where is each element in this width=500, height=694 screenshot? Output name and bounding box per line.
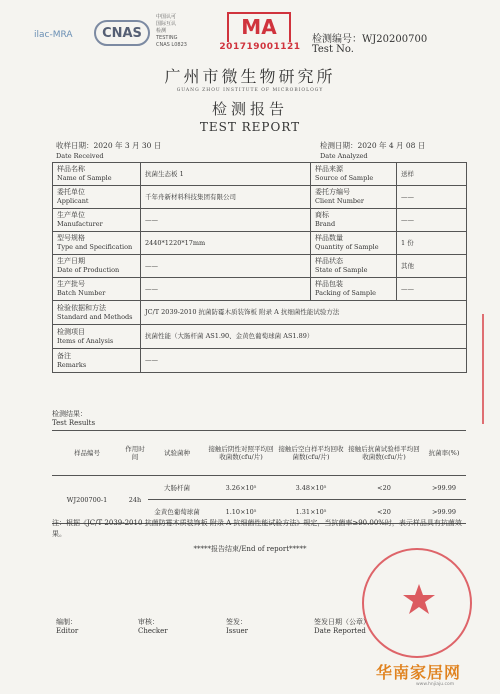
institute-name: 广州市微生物研究所 GUANG ZHOU INSTITUTE OF MICROBIOLOGY: [164, 67, 336, 93]
label-cell: 生产日期 Date of Production: [53, 255, 141, 278]
editor-signature: 编制： Editor: [56, 618, 79, 635]
table-row: [53, 301, 467, 325]
label-cell: 型号规格 Type and Specification: [53, 232, 141, 255]
remarks-value: ——: [141, 349, 467, 373]
table-row: [53, 186, 467, 209]
label-cell: 样品包装 Packing of Sample: [311, 278, 397, 301]
sample-id-cell: WJ200700-1: [52, 476, 122, 524]
time-cell: 24h: [122, 476, 148, 524]
table-row: [53, 349, 467, 373]
negative-cell: 3.26×10⁵: [206, 476, 276, 500]
table-row: [53, 278, 467, 301]
side-seal: [482, 314, 500, 424]
table-row: [52, 476, 466, 500]
cnas-caption: 中国认可 国际互认 检测 TESTING CNAS L0823: [156, 14, 187, 48]
column-header: 试验菌种: [148, 431, 206, 476]
label-cell: 样品名称 Name of Sample: [53, 163, 141, 186]
packing-value: ——: [397, 278, 467, 301]
column-header: 作用时间: [122, 431, 148, 476]
test-cell: <20: [346, 476, 422, 500]
sample-name-value: 抗菌生态板 1: [141, 163, 311, 186]
negative-cell: 1.10×10⁵: [206, 500, 276, 524]
watermark-url: www.hnjiaju.com: [416, 682, 455, 687]
results-table: [52, 430, 466, 524]
column-header: 样品编号: [52, 431, 122, 476]
date-analyzed: 检测日期：2020 年 4 月 08 日 Date Analyzed: [320, 141, 426, 160]
table-row: [53, 255, 467, 278]
spec-value: 2440*1220*17mm: [141, 232, 311, 255]
seal-star-icon: [402, 582, 436, 616]
accreditation-logos: [34, 8, 304, 58]
cma-logo: [217, 12, 303, 58]
rate-cell: >99.99: [422, 500, 466, 524]
report-number: 检测编号：WJ20200700 Test No.: [312, 34, 428, 55]
column-header: 抗菌率(%): [422, 431, 466, 476]
blank-cell: 3.48×10⁵: [276, 476, 346, 500]
date-reported: 签发日期（公章） Date Reported: [314, 618, 370, 635]
standard-value: JC/T 2039-2010 抗菌防霉木质装饰板 附录 A 抗细菌性能试验方法: [141, 301, 467, 325]
label-cell: 检验依据和方法 Standard and Methods: [53, 301, 141, 325]
label-cell: 委托单位 Applicant: [53, 186, 141, 209]
test-cell: <20: [346, 500, 422, 524]
issuer-signature: 签发： Issuer: [226, 618, 248, 635]
state-value: 其他: [397, 255, 467, 278]
strain-cell: 金黄色葡萄球菌: [148, 500, 206, 524]
results-note: 注：根据《JC/T 2039-2010 抗菌防霉木质装饰板 附录 A 抗细菌性能试验方法》规定，当抗菌率≥90.00%时，表示样品具有抗菌效果。: [52, 519, 462, 538]
brand-value: ——: [397, 209, 467, 232]
table-row: [53, 325, 467, 349]
watermark-brand: 华南家居网: [376, 663, 462, 682]
table-row: [53, 163, 467, 186]
label-cell: 委托方编号 Client Number: [311, 186, 397, 209]
sample-info-table: [52, 162, 467, 373]
label-cell: 商标 Brand: [311, 209, 397, 232]
production-date-value: ——: [141, 255, 311, 278]
strain-cell: 大肠杆菌: [148, 476, 206, 500]
rate-cell: >99.99: [422, 476, 466, 500]
blank-cell: 1.31×10⁵: [276, 500, 346, 524]
label-cell: 样品状态 State of Sample: [311, 255, 397, 278]
label-cell: 生产单位 Manufacturer: [53, 209, 141, 232]
table-row: [53, 209, 467, 232]
column-header: 接触后空白样平均回收菌数(cfu/片): [276, 431, 346, 476]
cma-number: 201719001121: [219, 42, 301, 52]
cma-mark: MA: [227, 12, 291, 42]
manufacturer-value: ——: [141, 209, 311, 232]
column-header: 接触后阴性对照平均回收菌数(cfu/片): [206, 431, 276, 476]
source-value: 送样: [397, 163, 467, 186]
results-header-row: [52, 431, 466, 476]
site-watermark: [376, 660, 496, 690]
items-value: 抗菌性能（大肠杆菌 AS1.90、金黄色葡萄球菌 AS1.89）: [141, 325, 467, 349]
checker-signature: 审核： Checker: [138, 618, 168, 635]
label-cell: 检测项目 Items of Analysis: [53, 325, 141, 349]
quantity-value: 1 份: [397, 232, 467, 255]
label-cell: 生产批号 Batch Number: [53, 278, 141, 301]
label-cell: 备注 Remarks: [53, 349, 141, 373]
date-received: 收样日期：2020 年 3 月 30 日 Date Received: [56, 141, 162, 160]
cnas-badge: CNAS: [94, 20, 150, 46]
column-header: 接触后抗菌试验样平均回收菌数(cfu/片): [346, 431, 422, 476]
applicant-value: 千年舟新材料科技集团有限公司: [141, 186, 311, 209]
results-heading: 检测结果： Test Results: [52, 410, 96, 427]
ilac-mra-logo: ilac-MRA: [34, 30, 73, 40]
client-number-value: ——: [397, 186, 467, 209]
table-row: [53, 232, 467, 255]
cnas-logo: [94, 18, 150, 48]
label-cell: 样品数量 Quantity of Sample: [311, 232, 397, 255]
end-of-report: *****报告结束/End of report*****: [193, 545, 307, 553]
label-cell: 样品来源 Source of Sample: [311, 163, 397, 186]
batch-value: ——: [141, 278, 311, 301]
official-seal: [362, 548, 472, 658]
report-title: 检测报告 TEST REPORT: [199, 100, 301, 134]
